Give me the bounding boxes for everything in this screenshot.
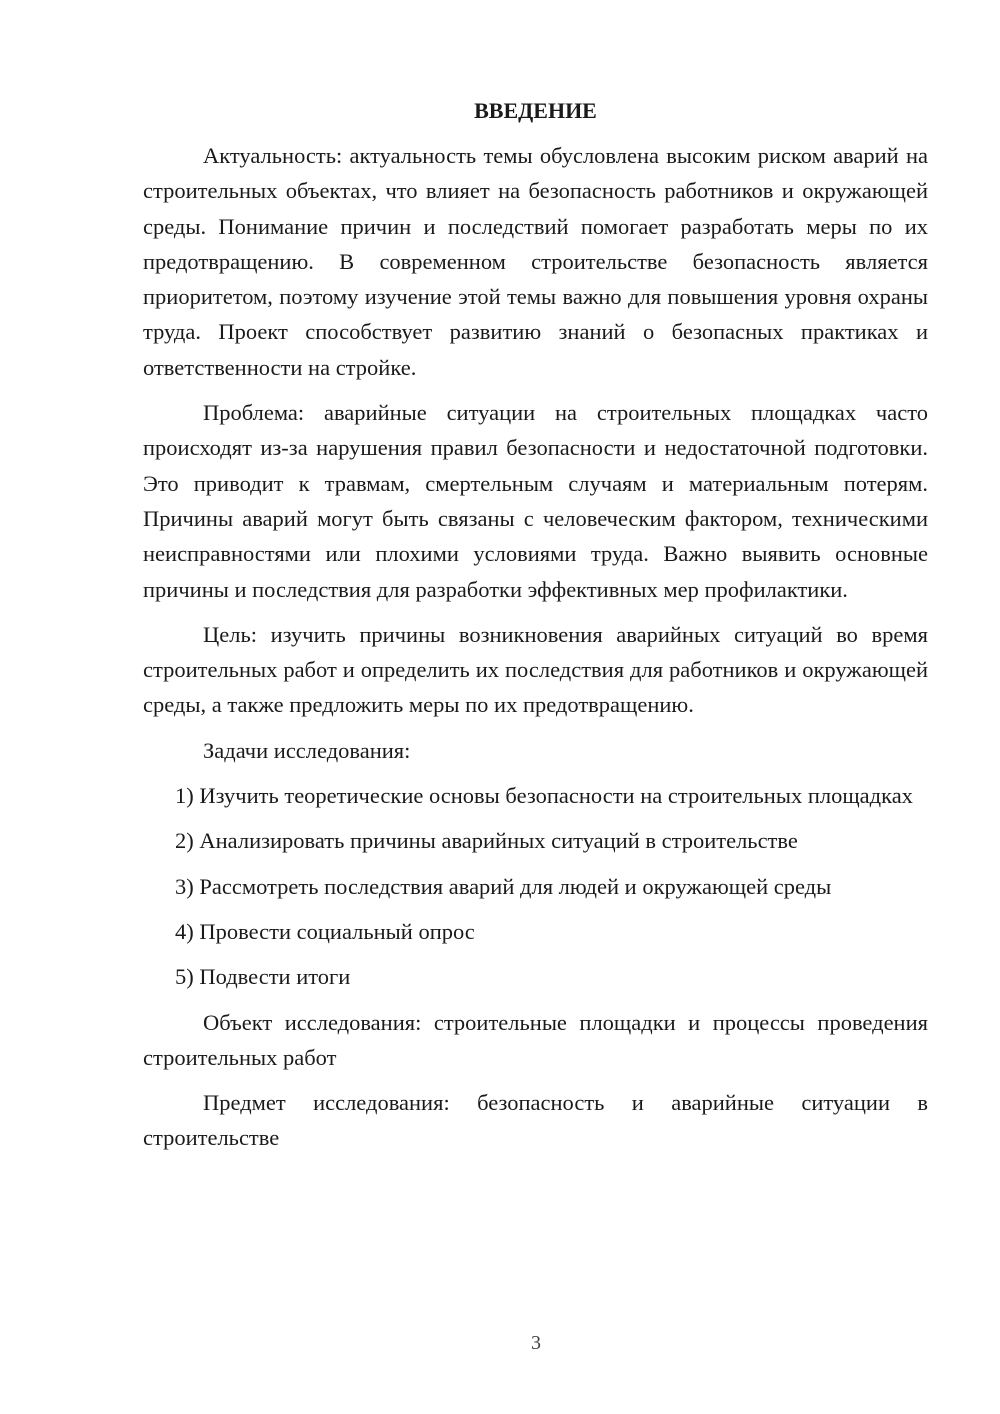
page-number: 3 [531,1332,541,1354]
task-item: 3) Рассмотреть последствия аварий для людей и окружающей среды [175,873,832,899]
task-item: 1) Изучить теоретические основы безопасности на строительных площадках [175,783,913,809]
task-item: 5) Подвести итоги [175,964,351,990]
tasks-heading: Задачи исследования: [203,737,411,763]
subject-paragraph: Предмет исследования: безопасность и аварийные ситуации в строительстве [143,1090,928,1151]
problem-paragraph: Проблема: аварийные ситуации на строительных площадках часто происходят из-за нарушения правил безопасности и недостаточной подготовки. Это приводит к травмам, смертельным случаям и материальным потерям. Причины аварий могут быть связаны с человеческим фактором, техническими неисправностями или плохими условиями труда. Важно выявить основные причины и последствия для разработки эффективных мер профилактики. [143,400,928,602]
section-heading: ВВЕДЕНИЕ [474,98,597,123]
task-item: 4) Провести социальный опрос [175,918,475,944]
relevance-paragraph: Актуальность: актуальность темы обусловлена высоким риском аварий на строительных объектах, что влияет на безопасность работников и окружающей среды. Понимание причин и последствий помогает разработать меры по их предотвращению. В современном строительстве безопасность является приоритетом, поэтому изучение этой темы важно для повышения уровня охраны труда. Проект способствует развитию знаний о безопасных практиках и ответственности на стройке. [143,143,928,380]
task-item: 2) Анализировать причины аварийных ситуаций в строительстве [175,828,798,854]
object-paragraph: Объект исследования: строительные площадки и процессы проведения строительных работ [143,1009,928,1070]
goal-paragraph: Цель: изучить причины возникновения аварийных ситуаций во время строительных работ и определить их последствия для работников и окружающей среды, а также предложить меры по их предотвращению. [143,621,928,718]
page-content [143,96,928,1166]
tasks-list [143,778,928,994]
